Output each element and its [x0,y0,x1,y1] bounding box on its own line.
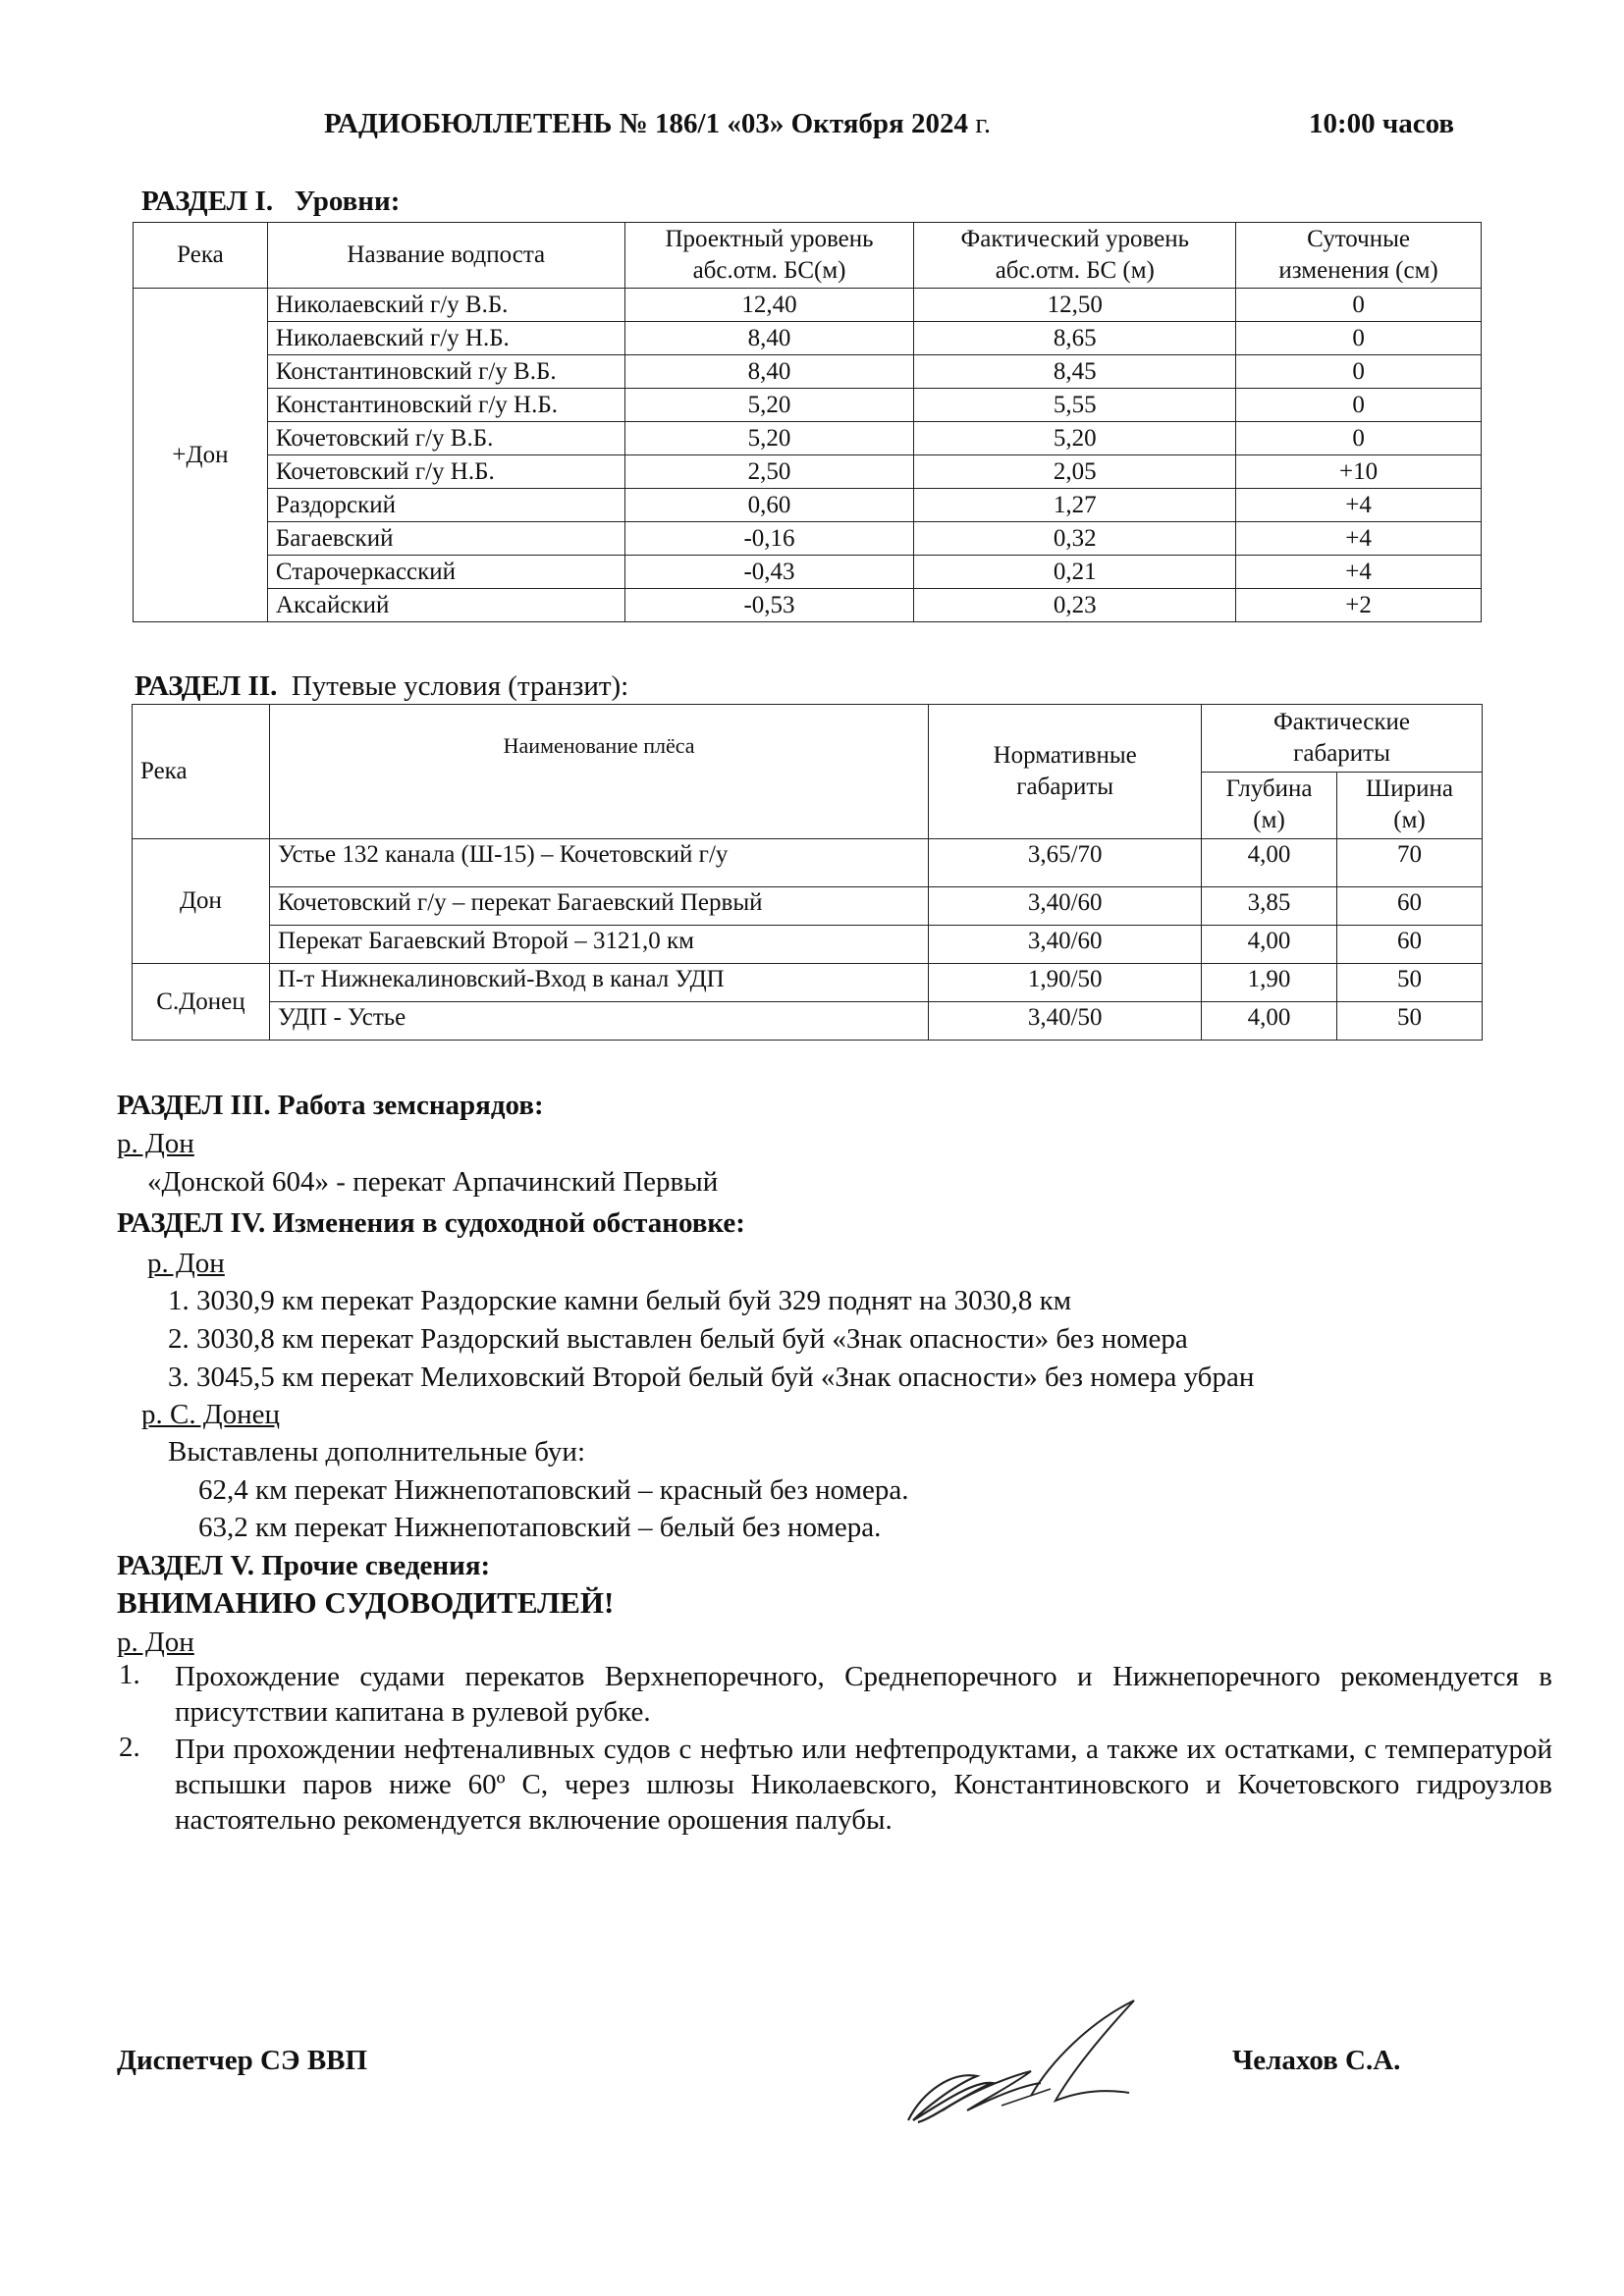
levels-project-cell: 8,40 [624,322,914,355]
section1-title: Уровни: [294,186,401,217]
transit-col-width-line2: (м) [1393,807,1426,834]
transit-reach-cell: П-т Нижнекалиновский-Вход в канал УДП [269,964,928,1002]
transit-depth-cell: 4,00 [1202,1002,1337,1041]
transit-width-cell: 50 [1337,964,1483,1002]
transit-row [133,964,1483,1002]
levels-col-actual-line1: Фактический уровень [960,226,1190,252]
transit-col-width-line1: Ширина [1366,775,1453,803]
levels-row [134,522,1482,556]
levels-post-cell: Константиновский г/у В.Б. [267,355,624,389]
section4-river-donets: р. С. Донец [141,1399,281,1430]
transit-row [133,887,1483,926]
levels-project-cell: 5,20 [624,389,914,422]
transit-reach-cell: Кочетовский г/у – перекат Багаевский Первый [269,887,928,926]
levels-col-post: Название водпоста [267,223,624,289]
transit-reach-cell: Устье 132 канала (Ш-15) – Кочетовский г/у [269,839,928,887]
levels-change-cell: 0 [1236,422,1482,455]
levels-row [134,589,1482,622]
transit-depth-cell: 4,00 [1202,926,1337,964]
transit-depth-cell: 1,90 [1202,964,1337,1002]
levels-post-cell: Аксайский [267,589,624,622]
levels-post-cell: Кочетовский г/у Н.Б. [267,455,624,489]
levels-actual-cell: 0,32 [914,522,1236,556]
levels-row [134,556,1482,589]
levels-row [134,289,1482,322]
levels-project-cell: 5,20 [624,422,914,455]
levels-actual-cell: 8,65 [914,322,1236,355]
levels-project-cell: -0,16 [624,522,914,556]
levels-change-cell: +2 [1236,589,1482,622]
handwritten-signature [884,1973,1159,2150]
levels-river-cell: +Дон [134,289,268,622]
levels-row [134,489,1482,522]
transit-norm-cell: 3,40/60 [929,926,1202,964]
levels-col-change-line1: Суточные [1307,226,1410,252]
transit-col-norm-line2: габариты [1016,774,1114,800]
transit-col-norm-line1: Нормативные [993,742,1137,769]
levels-change-cell: +10 [1236,455,1482,489]
levels-actual-cell: 5,55 [914,389,1236,422]
transit-row [133,1002,1483,1041]
levels-row [134,422,1482,455]
section5-river: р. Дон [117,1627,194,1658]
bulletin-year-suffix: г. [975,108,992,139]
levels-actual-cell: 2,05 [914,455,1236,489]
levels-post-cell: Старочеркасский [267,556,624,589]
transit-reach-cell: УДП - Устье [269,1002,928,1041]
levels-col-actual-line2: абс.отм. БС (м) [995,257,1155,284]
transit-col-depth-line1: Глубина [1225,775,1313,803]
levels-table [133,222,1482,622]
transit-reach-cell: Перекат Багаевский Второй – 3121,0 км [269,926,928,964]
bulletin-title [324,108,991,140]
attention-heading: ВНИМАНИЮ СУДОВОДИТЕЛЕЙ! [117,1585,615,1620]
bulletin-time: 10:00 часов [1309,108,1455,139]
transit-col-depth-line2: (м) [1253,807,1285,834]
levels-row [134,455,1482,489]
levels-actual-cell: 8,45 [914,355,1236,389]
transit-norm-cell: 3,40/50 [929,1002,1202,1041]
section1-heading [141,186,400,218]
transit-width-cell: 50 [1337,1002,1483,1041]
levels-post-cell: Николаевский г/у Н.Б. [267,322,624,355]
levels-col-actual [914,223,1236,289]
section4-heading: РАЗДЕЛ IV. Изменения в судоходной обстановке: [117,1207,745,1239]
transit-width-cell: 60 [1337,926,1483,964]
section2-heading [135,670,628,703]
levels-change-cell: +4 [1236,489,1482,522]
levels-post-cell: Кочетовский г/у В.Б. [267,422,624,455]
notice-item-text: Прохождение судами перекатов Верхнепоречного, Среднепоречного и Нижнепоречного рекомендуется в присутствии капитана в рулевой рубке. [175,1661,1552,1728]
levels-col-project [624,223,914,289]
transit-col-fact-line2: габариты [1293,739,1390,767]
transit-table [132,704,1483,1041]
levels-actual-cell: 0,21 [914,556,1236,589]
levels-project-cell: 0,60 [624,489,914,522]
section5-heading: РАЗДЕЛ V. Прочие сведения: [117,1550,491,1581]
levels-project-cell: -0,43 [624,556,914,589]
levels-col-project-line1: Проектный уровень [665,226,874,252]
notice-item-text: При прохождении нефтеналивных судов с нефтью или нефтепродуктами, а также их остатками, с температурой вспышки паров ниже 60º С, через шлюзы Николаевского, Константиновского и Кочетовского гидроузлов настоятельно рекомендуется включение орошения палубы. [175,1734,1552,1836]
levels-row [134,322,1482,355]
levels-post-cell: Багаевский [267,522,624,556]
levels-post-cell: Николаевский г/у В.Б. [267,289,624,322]
section4-river-don: р. Дон [147,1248,225,1279]
transit-col-depth [1202,772,1337,839]
levels-actual-cell: 12,50 [914,289,1236,322]
levels-actual-cell: 0,23 [914,589,1236,622]
notice-item-1 [119,1659,1552,1730]
levels-project-cell: 12,40 [624,289,914,322]
transit-table-body [133,839,1483,1041]
section1-label: РАЗДЕЛ I. [141,186,274,217]
dispatcher-position: Диспетчер СЭ ВВП [117,2045,368,2076]
levels-post-cell: Константиновский г/у Н.Б. [267,389,624,422]
transit-norm-cell: 3,65/70 [929,839,1202,887]
transit-depth-cell: 4,00 [1202,839,1337,887]
transit-header-row1 [133,705,1483,773]
transit-row [133,839,1483,887]
levels-project-cell: 2,50 [624,455,914,489]
notice-item-2 [119,1732,1552,1838]
transit-col-fact [1202,705,1483,773]
levels-col-change-line2: изменения (см) [1278,257,1438,284]
levels-project-cell: -0,53 [624,589,914,622]
section4-don-item: 1. 3030,9 км перекат Раздорские камни белый буй 329 поднят на 3030,8 км [168,1285,1072,1316]
levels-row [134,355,1482,389]
section2-label: РАЗДЕЛ II. [135,670,278,702]
transit-river-cell: С.Донец [133,964,270,1041]
transit-row [133,926,1483,964]
levels-col-river: Река [134,223,268,289]
levels-change-cell: +4 [1236,522,1482,556]
levels-col-change [1236,223,1482,289]
section4-donets-item: 63,2 км перекат Нижнепотаповский – белый без номера. [198,1512,882,1543]
section4-don-item: 2. 3030,8 км перекат Раздорский выставлен белый буй «Знак опасности» без номера [168,1323,1188,1355]
transit-col-reach: Наименование плёса [269,705,928,839]
levels-col-project-line2: абс.отм. БС(м) [692,257,846,284]
notice-item-number: 2. [119,1732,140,1763]
section4-don-item: 3. 3045,5 км перекат Мелиховский Второй белый буй «Знак опасности» без номера убран [168,1362,1255,1393]
levels-change-cell: 0 [1236,389,1482,422]
levels-change-cell: 0 [1236,322,1482,355]
levels-change-cell: +4 [1236,556,1482,589]
section3-heading: РАЗДЕЛ III. Работа земснарядов: [117,1090,544,1121]
dispatcher-name: Челахов С.А. [1232,2045,1401,2076]
section4-donets-item: 62,4 км перекат Нижнепотаповский – красный без номера. [198,1474,909,1506]
transit-river-cell: Дон [133,839,270,964]
section3-item: «Донской 604» - перекат Арпачинский Первый [147,1166,719,1198]
notice-item-number: 1. [119,1659,140,1690]
transit-width-cell: 60 [1337,887,1483,926]
transit-norm-cell: 1,90/50 [929,964,1202,1002]
transit-norm-cell: 3,40/60 [929,887,1202,926]
levels-actual-cell: 5,20 [914,422,1236,455]
section3-river: р. Дон [117,1128,194,1159]
levels-change-cell: 0 [1236,355,1482,389]
levels-change-cell: 0 [1236,289,1482,322]
levels-actual-cell: 1,27 [914,489,1236,522]
levels-post-cell: Раздорский [267,489,624,522]
transit-col-width [1337,772,1483,839]
section4-donets-intro: Выставлены дополнительные буи: [168,1436,586,1468]
levels-row [134,389,1482,422]
transit-col-fact-line1: Фактические [1273,708,1411,735]
transit-col-norm [929,705,1202,839]
transit-col-river: Река [133,705,270,839]
section2-title: Путевые условия (транзит): [291,670,629,702]
transit-depth-cell: 3,85 [1202,887,1337,926]
levels-table-body [134,289,1482,622]
levels-table-header [134,223,1482,289]
transit-width-cell: 70 [1337,839,1483,887]
bulletin-title-text: РАДИОБЮЛЛЕТЕНЬ № 186/1 «03» Октября 2024 [324,108,968,139]
levels-project-cell: 8,40 [624,355,914,389]
